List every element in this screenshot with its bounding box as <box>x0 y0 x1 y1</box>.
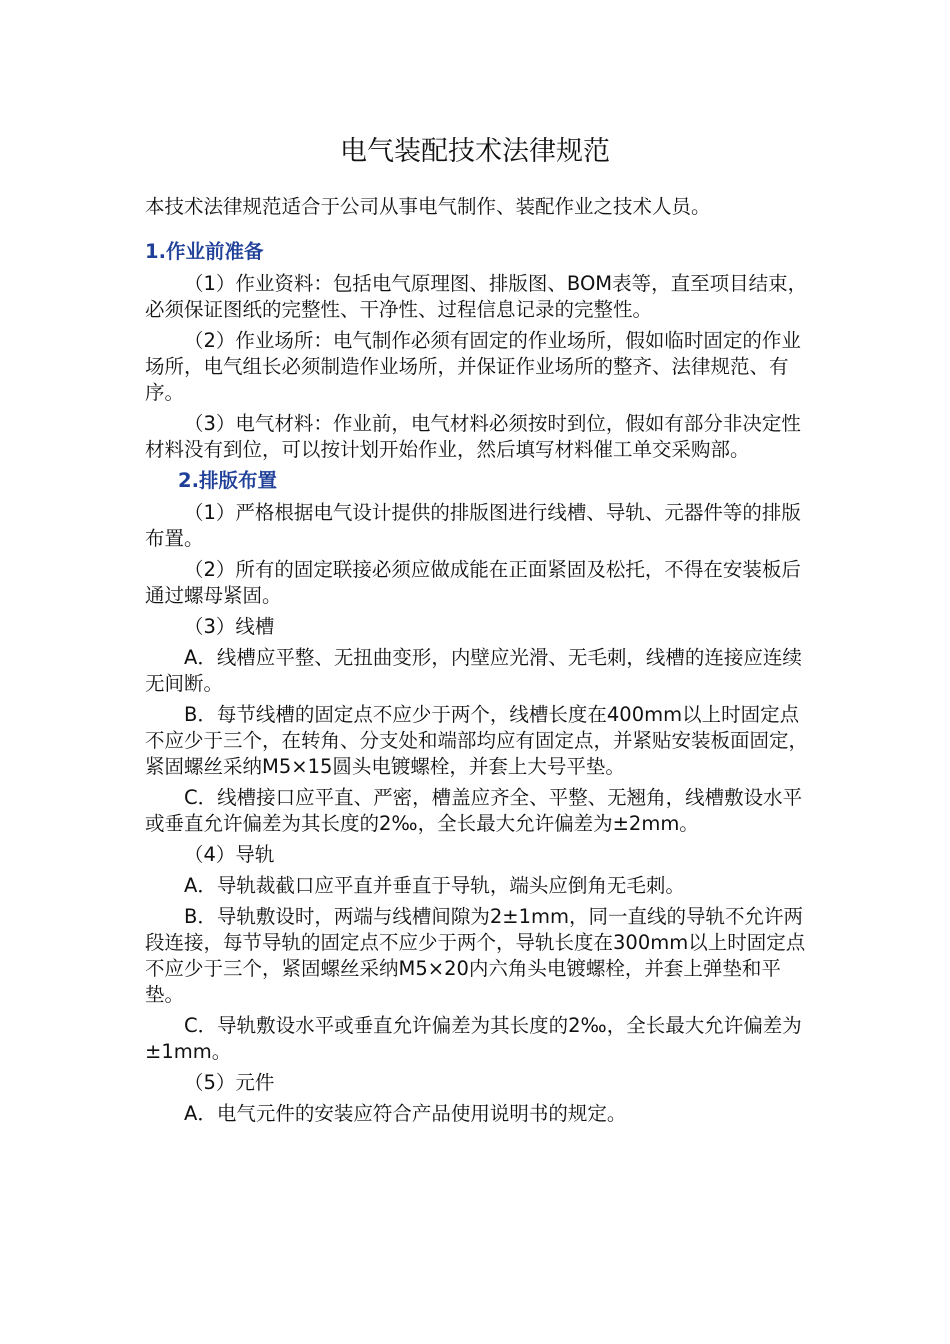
intro-paragraph: 本技术法律规范适合于公司从事电气制作、装配作业之技术人员。 <box>145 195 711 218</box>
section-heading-layout: 2.排版布置 <box>178 469 277 492</box>
paragraph-trunking-a: A．线槽应平整、无扭曲变形，内壁应光滑、无毛刺，线槽的连接应连续无间断。 <box>145 646 802 695</box>
paragraph-fixed-connections: （2）所有的固定联接必须应做成能在正面紧固及松托，不得在安装板后通过螺母紧固。 <box>145 558 801 607</box>
paragraph-components-a: A．电气元件的安装应符合产品使用说明书的规定。 <box>184 1102 627 1125</box>
paragraph-rails-a: A．导轨裁截口应平直并垂直于导轨，端头应倒角无毛刺。 <box>184 874 685 897</box>
paragraph-rails-b: B．导轨敷设时，两端与线槽间隙为2±1mm，同一直线的导轨不允许两段连接，每节导轨的固定点不应少于两个，导轨长度在300mm以上时固定点不应少于三个，紧固螺丝采纳M5×20内六角头电镀螺栓，并套上弹垫和平垫。 <box>145 905 806 1006</box>
subheading-rails: （4）导轨 <box>184 843 275 866</box>
paragraph-work-documents: （1）作业资料：包括电气原理图、排版图、BOM表等，直至项目结束，必须保证图纸的完整性、干净性、过程信息记录的完整性。 <box>145 272 808 321</box>
paragraph-materials: （3）电气材料：作业前，电气材料必须按时到位，假如有部分非决定性材料没有到位，可以按计划开始作业，然后填写材料催工单交采购部。 <box>145 412 801 461</box>
paragraph-layout-drawing: （1）严格根据电气设计提供的排版图进行线槽、导轨、元器件等的排版布置。 <box>145 501 801 550</box>
paragraph-rails-c: C．导轨敷设水平或垂直允许偏差为其长度的2‰，全长最大允许偏差为±1mm。 <box>145 1014 802 1063</box>
section-heading-preparation: 1.作业前准备 <box>145 240 264 263</box>
paragraph-trunking-c: C．线槽接口应平直、严密，槽盖应齐全、平整、无翘角，线槽敷设水平或垂直允许偏差为其长度的2‰，全长最大允许偏差为±2mm。 <box>145 786 803 835</box>
document-title: 电气装配技术法律规范 <box>340 136 610 167</box>
paragraph-trunking-b: B．每节线槽的固定点不应少于两个，线槽长度在400mm以上时固定点不应少于三个，在转角、分支处和端部均应有固定点，并紧贴安装板面固定，紧固螺丝采纳M5×15圆头电镀螺栓，并套上大号平垫。 <box>145 703 809 778</box>
document-body <box>145 194 815 1132</box>
subheading-components: （5）元件 <box>184 1071 275 1094</box>
paragraph-work-site: （2）作业场所：电气制作必须有固定的作业场所，假如临时固定的作业场所，电气组长必须制造作业场所，并保证作业场所的整齐、法律规范、有序。 <box>145 329 801 404</box>
subheading-trunking: （3）线槽 <box>184 615 275 638</box>
